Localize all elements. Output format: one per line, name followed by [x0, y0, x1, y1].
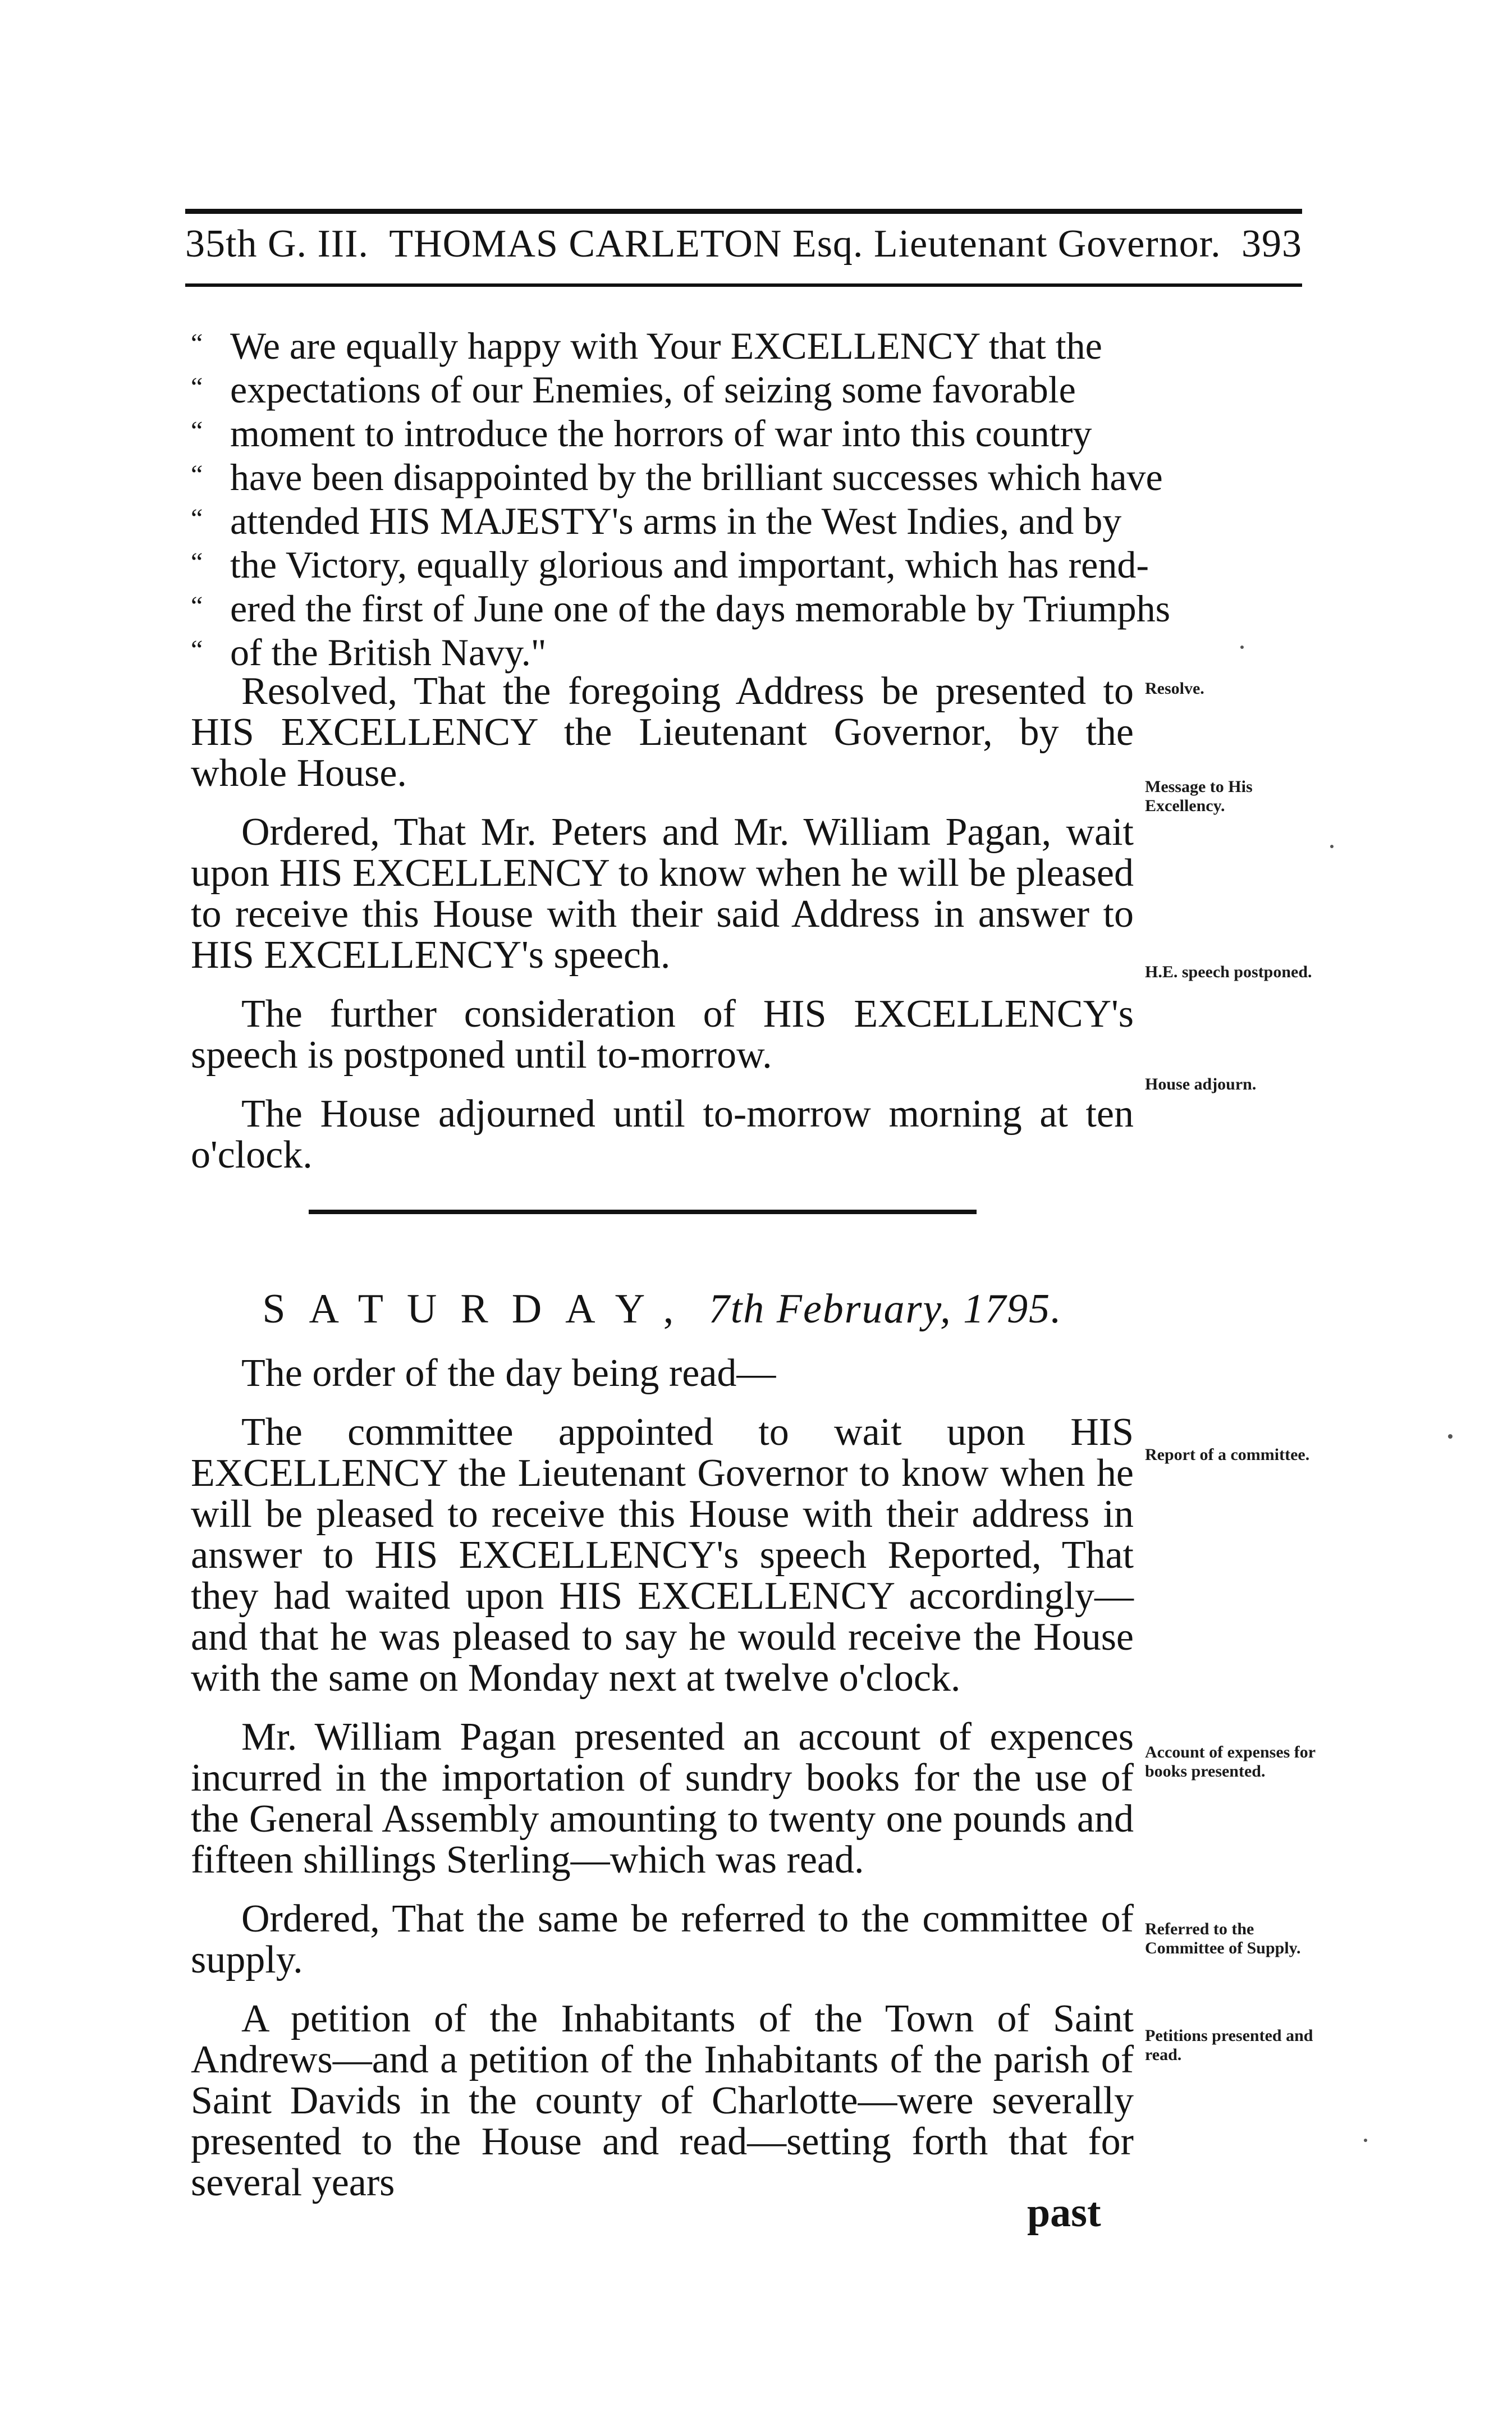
section-divider	[309, 1210, 977, 1214]
petition-paragraph: A petition of the Inhabitants of the Town of Saint Andrews—and a petition of the Inhabitants of the parish of Saint Davids in the county of Charlotte—were severally presented to the House and read—setting forth that for several years	[191, 1997, 1134, 2204]
referral-paragraph: Ordered, That the same be referred to the committee of supply.	[191, 1897, 1134, 1981]
quote-mark: “	[191, 635, 203, 665]
quote-line: “ moment to introduce the horrors of war into this country	[191, 410, 1134, 454]
section-date: 7th February, 1795.	[708, 1286, 1062, 1332]
print-speck	[1364, 2139, 1367, 2142]
regnal-year: 35th G. III.	[185, 222, 369, 266]
quote-line: “ expectations of our Enemies, of seizing some favorable	[191, 367, 1134, 410]
margin-note: H.E. speech postponed.	[1145, 963, 1312, 981]
proceedings-part1	[191, 671, 1134, 1193]
margin-note: Report of a committee.	[1145, 1445, 1310, 1464]
print-speck	[1448, 1434, 1453, 1439]
account-paragraph: Mr. William Pagan presented an account of expences incurred in the importation of sundry books for the use of the General Assembly amounting to twenty one pounds and fifteen shillings Sterling—which was read.	[191, 1715, 1134, 1882]
quote-mark: “	[191, 460, 203, 489]
committee-report-paragraph: The committee appointed to wait upon HIS EXCELLENCY the Lieutenant Governor to know when he will be pleased to receive this House with their address in answer to HIS EXCELLENCY's speech Reported, That they had waited upon HIS EXCELLENCY accordingly—and that he was pleased to say he would receive the House with the same on Monday next at twelve o'clock.	[191, 1411, 1134, 1700]
catchword: past	[1027, 2190, 1101, 2236]
resolution-paragraph: Resolved, That the foregoing Address be presented to HIS EXCELLENCY the Lieutenant Governor, by the whole House.	[191, 670, 1134, 795]
quote-mark: “	[191, 328, 203, 358]
margin-note: Message to His Excellency.	[1145, 777, 1253, 815]
order-of-day-paragraph: The order of the day being read—	[241, 1352, 776, 1395]
running-header	[185, 222, 1302, 267]
section-day: SATURDAY,	[262, 1286, 698, 1332]
quote-line: “ the Victory, equally glorious and important, which has rend-	[191, 542, 1134, 585]
quote-mark: “	[191, 372, 203, 402]
quote-line: “ attended HIS MAJESTY's arms in the West Indies, and by	[191, 498, 1134, 542]
print-speck	[1240, 646, 1244, 649]
quote-mark: “	[191, 547, 203, 577]
margin-note: Account of expenses for books presented.	[1145, 1743, 1316, 1781]
proceedings-part2	[191, 1353, 1134, 2221]
quote-mark: “	[191, 591, 203, 621]
header-top-rule	[185, 209, 1302, 214]
order-paragraph: Ordered, That Mr. Peters and Mr. William Pagan, wait upon HIS EXCELLENCY to know when he will be pleased to receive this House with their said Address in answer to HIS EXCELLENCY's speech.	[191, 811, 1134, 977]
adjournment-paragraph: The House adjourned until to-morrow morning at ten o'clock.	[191, 1092, 1134, 1177]
quote-line: “ of the British Navy."	[191, 629, 1134, 673]
quote-line: “ We are equally happy with Your EXCELLENCY that the	[191, 323, 1134, 367]
margin-note: Petitions presented and read.	[1145, 2026, 1313, 2064]
quote-mark: “	[191, 416, 203, 446]
quote-line: “ have been disappointed by the brilliant successes which have	[191, 454, 1134, 498]
quote-line: “ ered the first of June one of the days memorable by Triumphs	[191, 585, 1134, 629]
margin-note: House adjourn.	[1145, 1075, 1257, 1093]
margin-note: Resolve.	[1145, 679, 1204, 698]
print-speck	[1330, 845, 1334, 848]
postponement-paragraph: The further consideration of HIS EXCELLENCY's speech is postponed until to-morrow.	[191, 992, 1134, 1077]
margin-note: Referred to the Committee of Supply.	[1145, 1920, 1301, 1957]
page-number: 393	[1241, 222, 1302, 266]
header-bottom-rule	[185, 283, 1302, 287]
header-title: THOMAS CARLETON Esq. Lieutenant Governor.	[389, 222, 1221, 266]
quote-mark: “	[191, 504, 203, 533]
quoted-address	[191, 323, 1171, 674]
section-heading	[191, 1285, 1134, 1333]
